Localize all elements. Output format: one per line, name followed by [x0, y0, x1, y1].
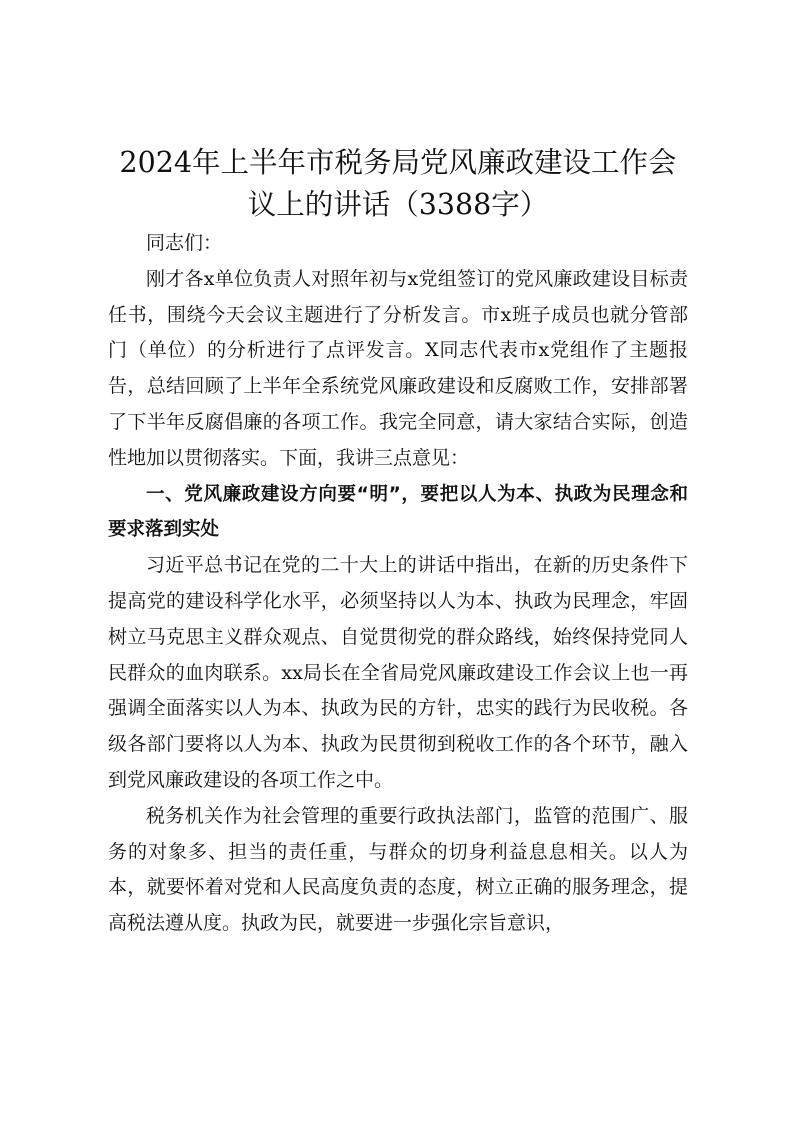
section-heading-1: 一、党风廉政建设方向要“明”，要把以人为本、执政为民理念和要求落到实处: [108, 483, 688, 541]
title-line-2: 议上的讲话（3388字）: [247, 188, 549, 221]
document-body: [108, 142, 688, 942]
paragraph-intro: 刚才各x单位负责人对照年初与x党组签订的党风廉政建设目标责任书，围绕今天会议主题进行了分析发言。市x班子成员也就分管部门（单位）的分析进行了点评发言。X同志代表市x党组作了主题报告，总结回顾了上半年全系统党风廉政建设和反腐败工作，安排部署了下半年反腐倡廉的各项工作。我完全同意，请大家结合实际，创造性地加以贯彻落实。下面，我讲三点意见：: [108, 267, 688, 469]
title-line-1: 2024年上半年市税务局党风廉政建设工作会: [119, 146, 677, 179]
paragraph-section1-1: 习近平总书记在党的二十大上的讲话中指出，在新的历史条件下提高党的建设科学化水平，必须坚持以人为本、执政为民理念，牢固树立马克思主义群众观点、自觉贯彻党的群众路线，始终保持党同人民群众的血肉联系。xx局长在全省局党风廉政建设工作会议上也一再强调全面落实以人为本、执政为民的方针，忠实的践行为民收税。各级各部门要将以人为本、执政为民贯彻到税收工作的各个环节，融入到党风廉政建设的各项工作之中。: [108, 554, 688, 791]
paragraph-section1-2: 税务机关作为社会管理的重要行政执法部门，监管的范围广、服务的对象多、担当的责任重，与群众的切身利益息息相关。以人为本，就要怀着对党和人民高度负责的态度，树立正确的服务理念，提高税法遵从度。执政为民，就要进一步强化宗旨意识，: [108, 804, 688, 935]
greeting: 同志们：: [146, 232, 223, 254]
document-title: [108, 142, 688, 226]
